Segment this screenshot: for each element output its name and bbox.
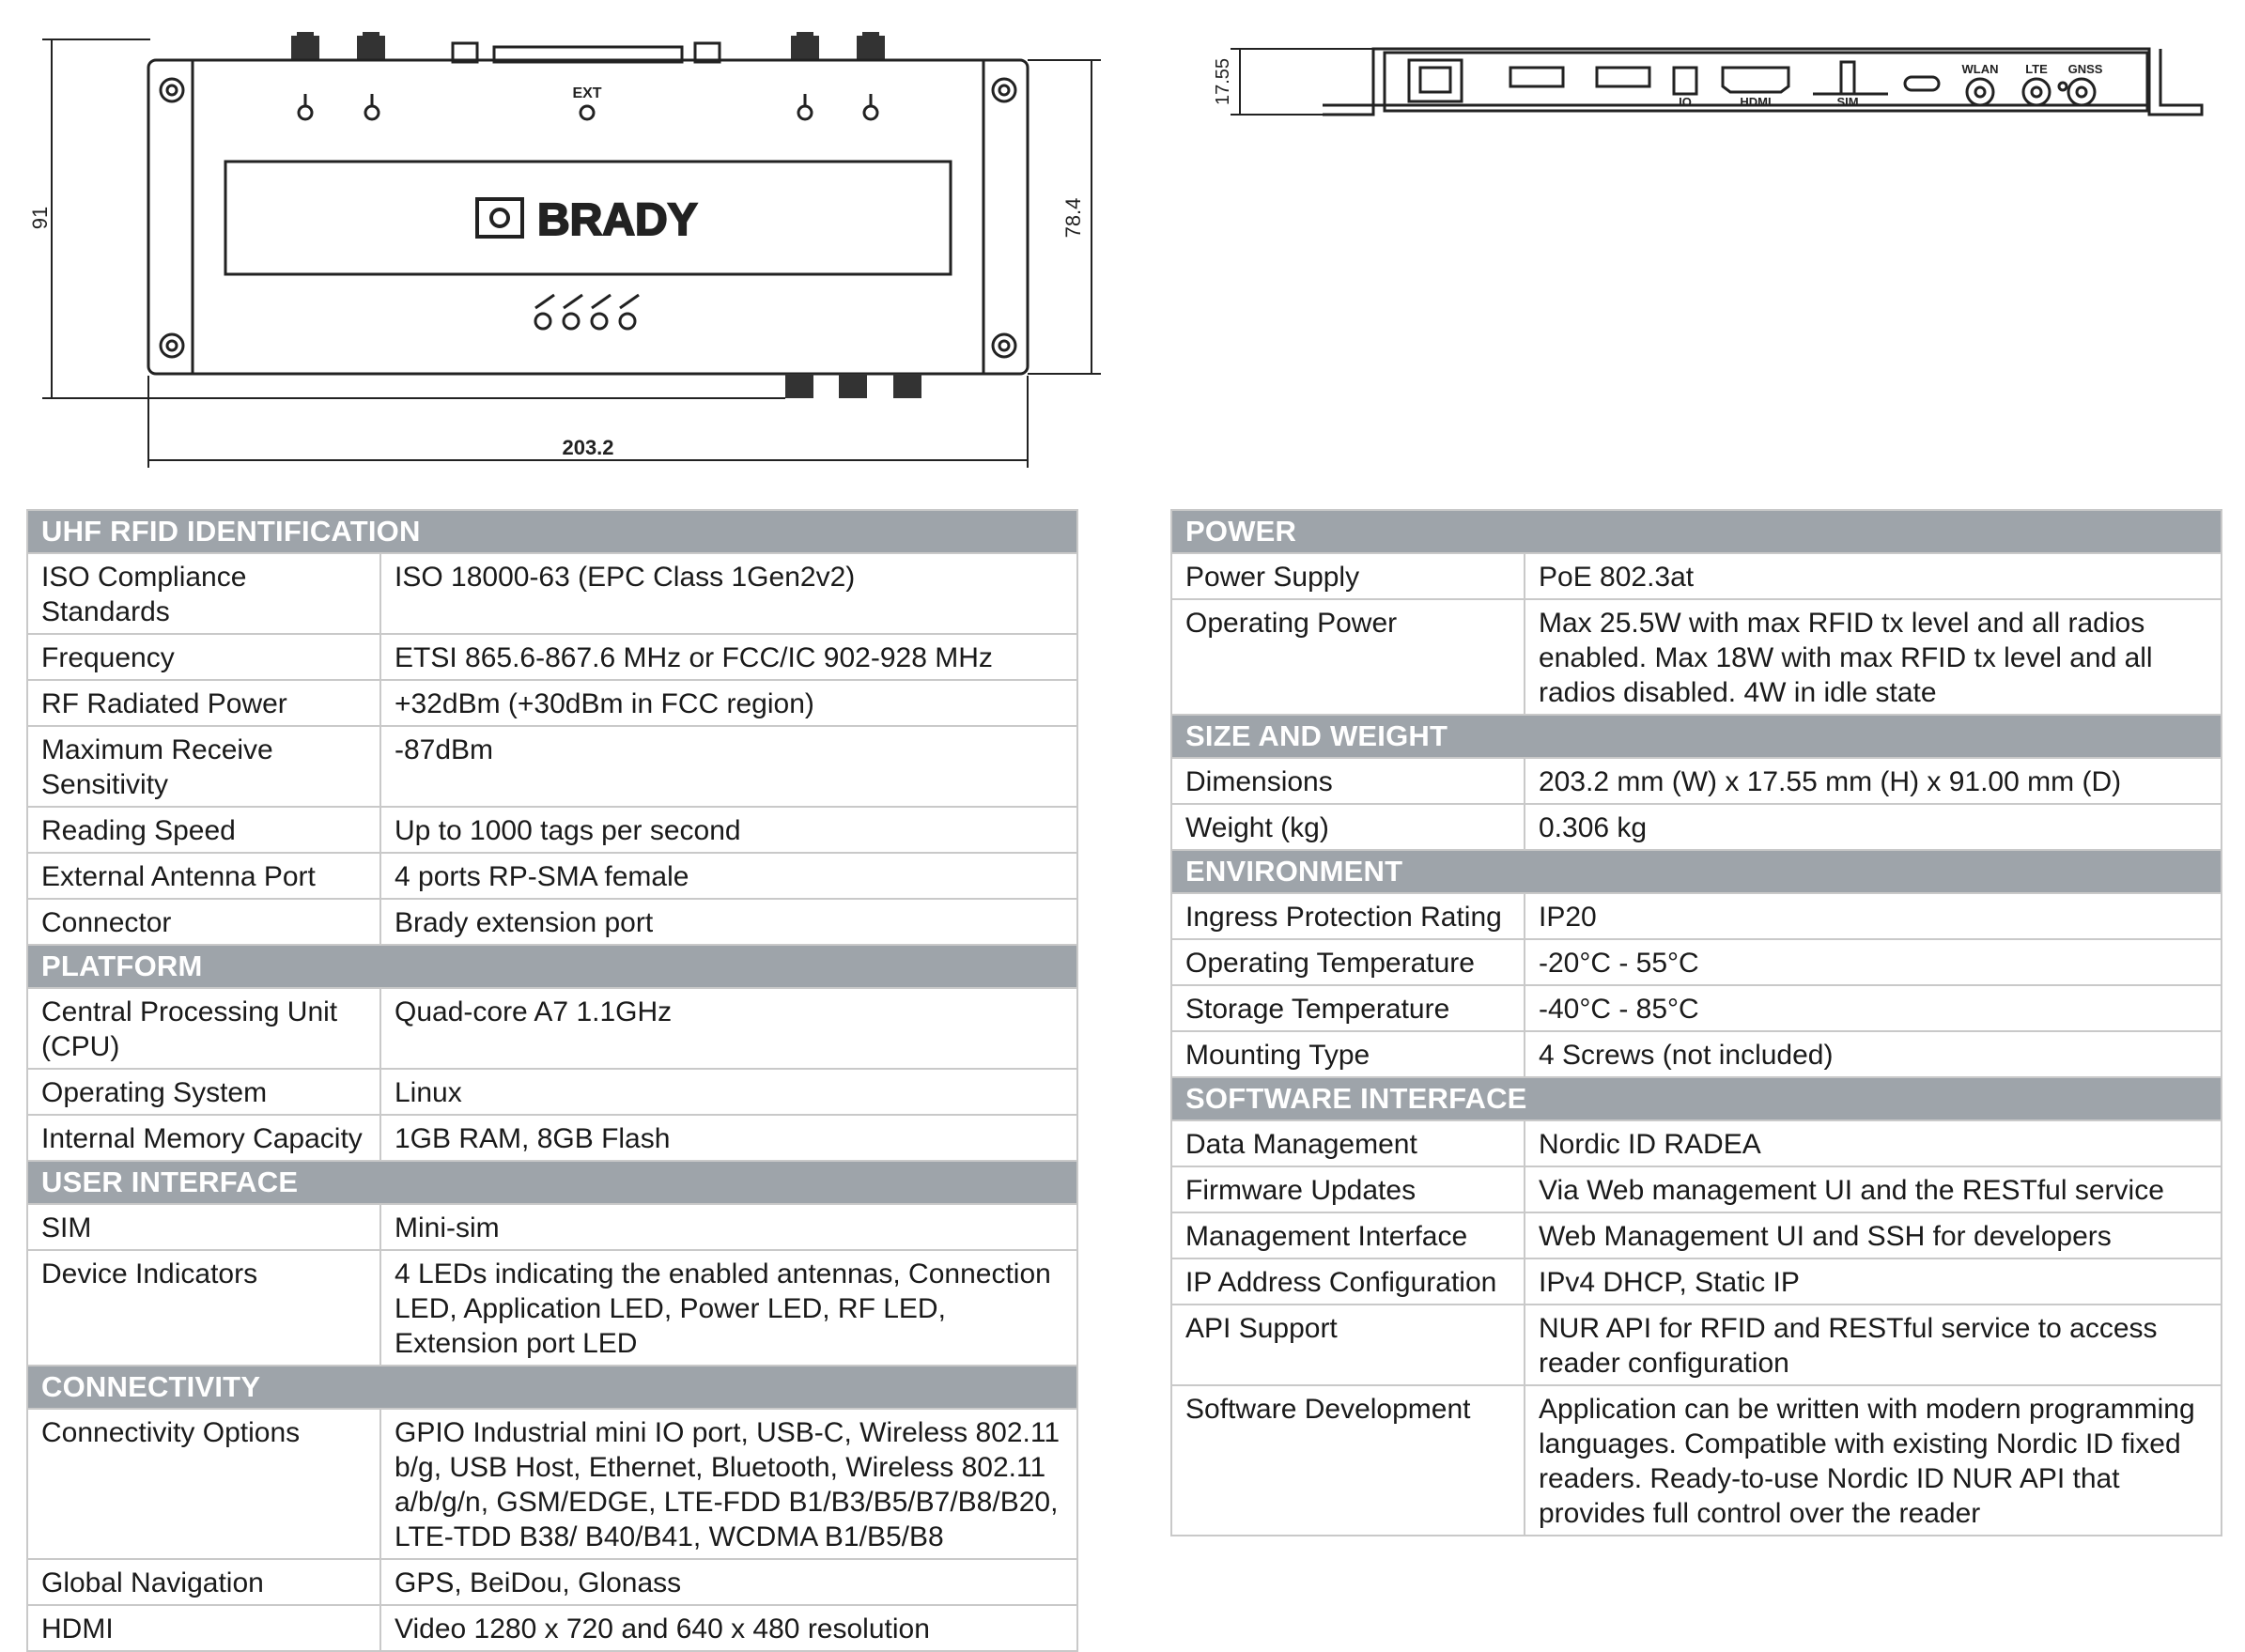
spec-row-connector bbox=[27, 899, 1077, 945]
section-title: ENVIRONMENT bbox=[1171, 850, 2222, 893]
bottom-connectors bbox=[785, 374, 921, 398]
spec-row-api-support bbox=[1171, 1305, 2222, 1385]
section-header-software-interface bbox=[1171, 1077, 2222, 1120]
section-title: SIZE AND WEIGHT bbox=[1171, 715, 2222, 758]
section-header-connectivity bbox=[27, 1366, 1077, 1409]
spec-value: GPIO Industrial mini IO port, USB-C, Wireless 802.11 b/g, USB Host, Ethernet, Bluetooth, Wireless 802.11 a/b/g/n, GSM/EDGE, LTE-FDD B1/B3/B5/B7/B8/B20, LTE-TDD B38/ B40/B41, WCDMA B1/B5/B8 bbox=[380, 1409, 1077, 1559]
dim-side-height: 17.55 bbox=[1213, 57, 1233, 106]
spec-value: Via Web management UI and the RESTful service bbox=[1525, 1166, 2222, 1212]
spec-value: -87dBm bbox=[380, 726, 1077, 807]
spec-label: Dimensions bbox=[1171, 758, 1525, 804]
section-title: USER INTERFACE bbox=[27, 1161, 1077, 1204]
spec-row-storage-temperature bbox=[1171, 985, 2222, 1031]
spec-label: Operating Temperature bbox=[1171, 939, 1525, 985]
spec-label: Central Processing Unit (CPU) bbox=[27, 988, 380, 1069]
spec-value: Quad-core A7 1.1GHz bbox=[380, 988, 1077, 1069]
spec-value: Application can be written with modern programming languages. Compatible with existing Nordic ID fixed readers. Ready-to-use Nordic ID NUR API that provides full control over the reader bbox=[1525, 1385, 2222, 1536]
spec-row-device-indicators bbox=[27, 1250, 1077, 1366]
section-header-platform bbox=[27, 945, 1077, 988]
spec-label: Data Management bbox=[1171, 1120, 1525, 1166]
spec-row-hdmi bbox=[27, 1605, 1077, 1651]
side-view-drawing bbox=[1231, 49, 2202, 115]
spec-value: Linux bbox=[380, 1069, 1077, 1115]
spec-row-software-development bbox=[1171, 1385, 2222, 1536]
spec-row-mounting-type bbox=[1171, 1031, 2222, 1077]
spec-label: External Antenna Port bbox=[27, 853, 380, 899]
port-label-wlan: WLAN bbox=[1961, 62, 1999, 76]
spec-row-operating-system bbox=[27, 1069, 1077, 1115]
brady-logo bbox=[477, 195, 698, 245]
spec-row-connectivity-options bbox=[27, 1409, 1077, 1559]
spec-row-management-interface bbox=[1171, 1212, 2222, 1258]
spec-label: Global Navigation bbox=[27, 1559, 380, 1605]
dimension-lines bbox=[42, 39, 1101, 468]
port-label-gnss: GNSS bbox=[2067, 62, 2103, 76]
spec-row-operating-power bbox=[1171, 599, 2222, 715]
spec-label: Ingress Protection Rating bbox=[1171, 893, 1525, 939]
spec-label: Management Interface bbox=[1171, 1212, 1525, 1258]
spec-label: API Support bbox=[1171, 1305, 1525, 1385]
brand-wordmark: BRADY bbox=[537, 195, 698, 245]
spec-value: 4 LEDs indicating the enabled antennas, Connection LED, Application LED, Power LED, RF LED, Extension port LED bbox=[380, 1250, 1077, 1366]
spec-label: Operating Power bbox=[1171, 599, 1525, 715]
spec-label: Operating System bbox=[27, 1069, 380, 1115]
spec-value: 203.2 mm (W) x 17.55 mm (H) x 91.00 mm (D) bbox=[1525, 758, 2222, 804]
spec-row-internal-memory-capacity bbox=[27, 1115, 1077, 1161]
spec-row-rf-radiated-power bbox=[27, 680, 1077, 726]
spec-row-frequency bbox=[27, 634, 1077, 680]
spec-value: IP20 bbox=[1525, 893, 2222, 939]
spec-label: Device Indicators bbox=[27, 1250, 380, 1366]
spec-value: +32dBm (+30dBm in FCC region) bbox=[380, 680, 1077, 726]
spec-label: Frequency bbox=[27, 634, 380, 680]
spec-value: -40°C - 85°C bbox=[1525, 985, 2222, 1031]
section-title: UHF RFID IDENTIFICATION bbox=[27, 510, 1077, 553]
spec-label: HDMI bbox=[27, 1605, 380, 1651]
section-title: PLATFORM bbox=[27, 945, 1077, 988]
ext-port-label: EXT bbox=[572, 85, 602, 101]
spec-row-firmware-updates bbox=[1171, 1166, 2222, 1212]
port-label-sim: SIM bbox=[1836, 95, 1859, 109]
spec-value: Video 1280 x 720 and 640 x 480 resolution bbox=[380, 1605, 1077, 1651]
spec-row-central-processing-unit-cpu bbox=[27, 988, 1077, 1069]
spec-row-dimensions bbox=[1171, 758, 2222, 804]
spec-label: Connector bbox=[27, 899, 380, 945]
spec-row-external-antenna-port bbox=[27, 853, 1077, 899]
spec-label: Connectivity Options bbox=[27, 1409, 380, 1559]
spec-value: Mini-sim bbox=[380, 1204, 1077, 1250]
section-title: SOFTWARE INTERFACE bbox=[1171, 1077, 2222, 1120]
section-title: POWER bbox=[1171, 510, 2222, 553]
spec-label: ISO Compliance Standards bbox=[27, 553, 380, 634]
spec-row-weight-kg bbox=[1171, 804, 2222, 850]
spec-label: Power Supply bbox=[1171, 553, 1525, 599]
port-label-io: IO bbox=[1679, 95, 1692, 109]
spec-value: Max 25.5W with max RFID tx level and all radios enabled. Max 18W with max RFID tx level and all radios disabled. 4W in idle state bbox=[1525, 599, 2222, 715]
spec-label: Reading Speed bbox=[27, 807, 380, 853]
port-label-lte: LTE bbox=[2025, 62, 2048, 76]
spec-label: Storage Temperature bbox=[1171, 985, 1525, 1031]
spec-row-power-supply bbox=[1171, 553, 2222, 599]
spec-value: -20°C - 55°C bbox=[1525, 939, 2222, 985]
port-label-hdmi: HDMI bbox=[1740, 95, 1772, 109]
spec-label: Firmware Updates bbox=[1171, 1166, 1525, 1212]
spec-value: Web Management UI and SSH for developers bbox=[1525, 1212, 2222, 1258]
spec-row-iso-compliance-standards bbox=[27, 553, 1077, 634]
spec-value: IPv4 DHCP, Static IP bbox=[1525, 1258, 2222, 1305]
section-header-size-and-weight bbox=[1171, 715, 2222, 758]
spec-value: 4 Screws (not included) bbox=[1525, 1031, 2222, 1077]
spec-label: Mounting Type bbox=[1171, 1031, 1525, 1077]
spec-table-right bbox=[1170, 509, 2222, 1536]
spec-value: PoE 802.3at bbox=[1525, 553, 2222, 599]
spec-value: 4 ports RP-SMA female bbox=[380, 853, 1077, 899]
spec-value: ISO 18000-63 (EPC Class 1Gen2v2) bbox=[380, 553, 1077, 634]
spec-value: Up to 1000 tags per second bbox=[380, 807, 1077, 853]
spec-label: RF Radiated Power bbox=[27, 680, 380, 726]
spec-value: ETSI 865.6-867.6 MHz or FCC/IC 902-928 MHz bbox=[380, 634, 1077, 680]
spec-row-global-navigation bbox=[27, 1559, 1077, 1605]
spec-value: 0.306 kg bbox=[1525, 804, 2222, 850]
spec-label: Software Development bbox=[1171, 1385, 1525, 1536]
spec-row-reading-speed bbox=[27, 807, 1077, 853]
spec-row-sim bbox=[27, 1204, 1077, 1250]
spec-value: Brady extension port bbox=[380, 899, 1077, 945]
dim-height: 91 bbox=[28, 206, 52, 230]
status-led-icons bbox=[535, 295, 639, 329]
section-header-power bbox=[1171, 510, 2222, 553]
technical-drawings bbox=[0, 0, 2245, 488]
section-header-user-interface bbox=[27, 1161, 1077, 1204]
spec-row-ip-address-configuration bbox=[1171, 1258, 2222, 1305]
dim-inner-height: 78.4 bbox=[1061, 197, 1085, 239]
spec-value: 1GB RAM, 8GB Flash bbox=[380, 1115, 1077, 1161]
spec-label: Internal Memory Capacity bbox=[27, 1115, 380, 1161]
section-header-uhf-rfid-identification bbox=[27, 510, 1077, 553]
spec-value: Nordic ID RADEA bbox=[1525, 1120, 2222, 1166]
spec-label: Weight (kg) bbox=[1171, 804, 1525, 850]
spec-row-operating-temperature bbox=[1171, 939, 2222, 985]
spec-table-left bbox=[26, 509, 1078, 1652]
spec-row-data-management bbox=[1171, 1120, 2222, 1166]
spec-value: NUR API for RFID and RESTful service to access reader configuration bbox=[1525, 1305, 2222, 1385]
spec-value: GPS, BeiDou, Glonass bbox=[380, 1559, 1077, 1605]
section-title: CONNECTIVITY bbox=[27, 1366, 1077, 1409]
spec-row-ingress-protection-rating bbox=[1171, 893, 2222, 939]
spec-label: SIM bbox=[27, 1204, 380, 1250]
section-header-environment bbox=[1171, 850, 2222, 893]
dim-width: 203.2 bbox=[562, 436, 614, 459]
spec-row-maximum-receive-sensitivity bbox=[27, 726, 1077, 807]
spec-label: Maximum Receive Sensitivity bbox=[27, 726, 380, 807]
spec-label: IP Address Configuration bbox=[1171, 1258, 1525, 1305]
